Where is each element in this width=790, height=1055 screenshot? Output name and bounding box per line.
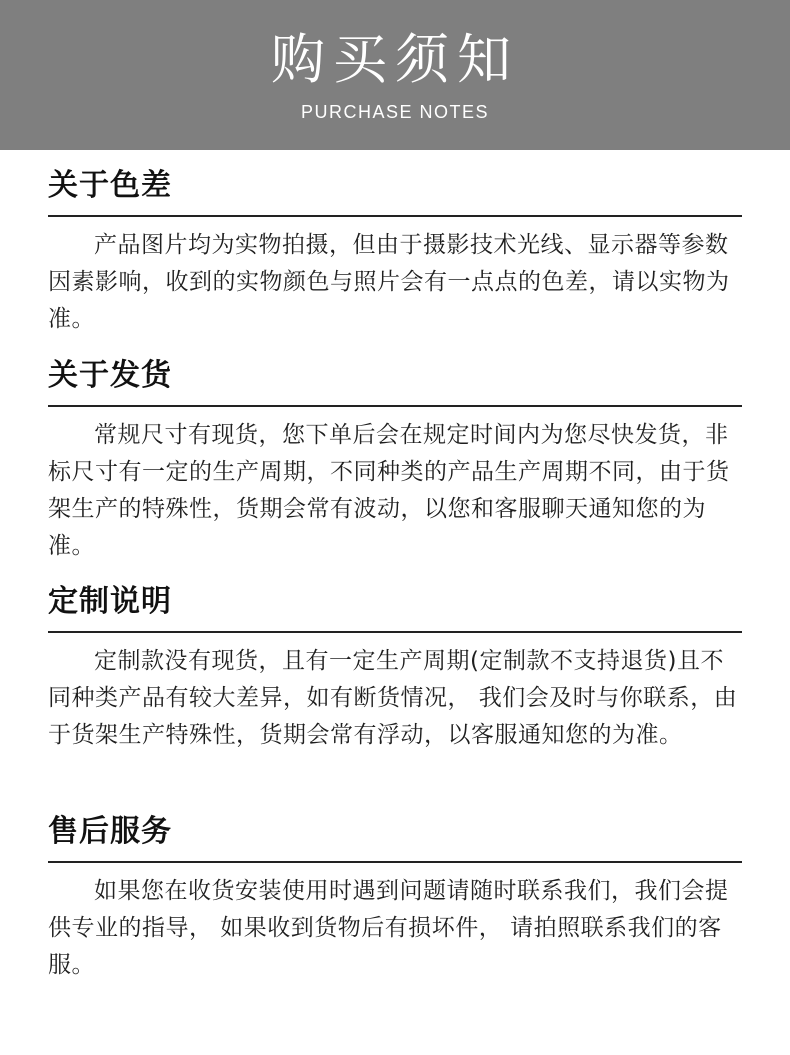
section-shipping xyxy=(48,355,742,565)
section-title: 售后服务 xyxy=(48,814,172,849)
section-body: 常规尺寸有现货，您下单后会在规定时间内为您尽快发货，非标尺寸有一定的生产周期，不同种类的产品生产周期不同，由于货架生产的特殊性，货期会常有波动，以您和客服聊天通知您的为准。 xyxy=(48,422,730,559)
section-divider xyxy=(48,215,742,217)
section-body: 如果您在收货安装使用时遇到问题请随时联系我们，我们会提供专业的指导， 如果收到货物后有损坏件， 请拍照联系我们的客服。 xyxy=(48,878,729,978)
section-title: 定制说明 xyxy=(48,584,172,619)
section-after-sales xyxy=(48,811,742,984)
section-color-difference xyxy=(48,165,742,338)
page-title: 购买须知 xyxy=(271,28,519,91)
section-title: 关于色差 xyxy=(48,168,172,203)
section-divider xyxy=(48,631,742,633)
section-body: 产品图片均为实物拍摄，但由于摄影技术光线、显示器等参数因素影响，收到的实物颜色与照片会有一点点的色差，请以实物为准。 xyxy=(48,232,730,332)
section-customization xyxy=(48,581,742,754)
page-subtitle: PURCHASE NOTES xyxy=(300,102,490,122)
section-divider xyxy=(48,861,742,863)
section-title: 关于发货 xyxy=(48,358,172,393)
header-banner xyxy=(0,0,790,150)
section-body: 定制款没有现货，且有一定生产周期(定制款不支持退货)且不同种类产品有较大差异，如有断货情况， 我们会及时与你联系，由于货架生产特殊性，货期会常有浮动，以客服通知您的为准。 xyxy=(48,648,738,748)
section-divider xyxy=(48,405,742,407)
